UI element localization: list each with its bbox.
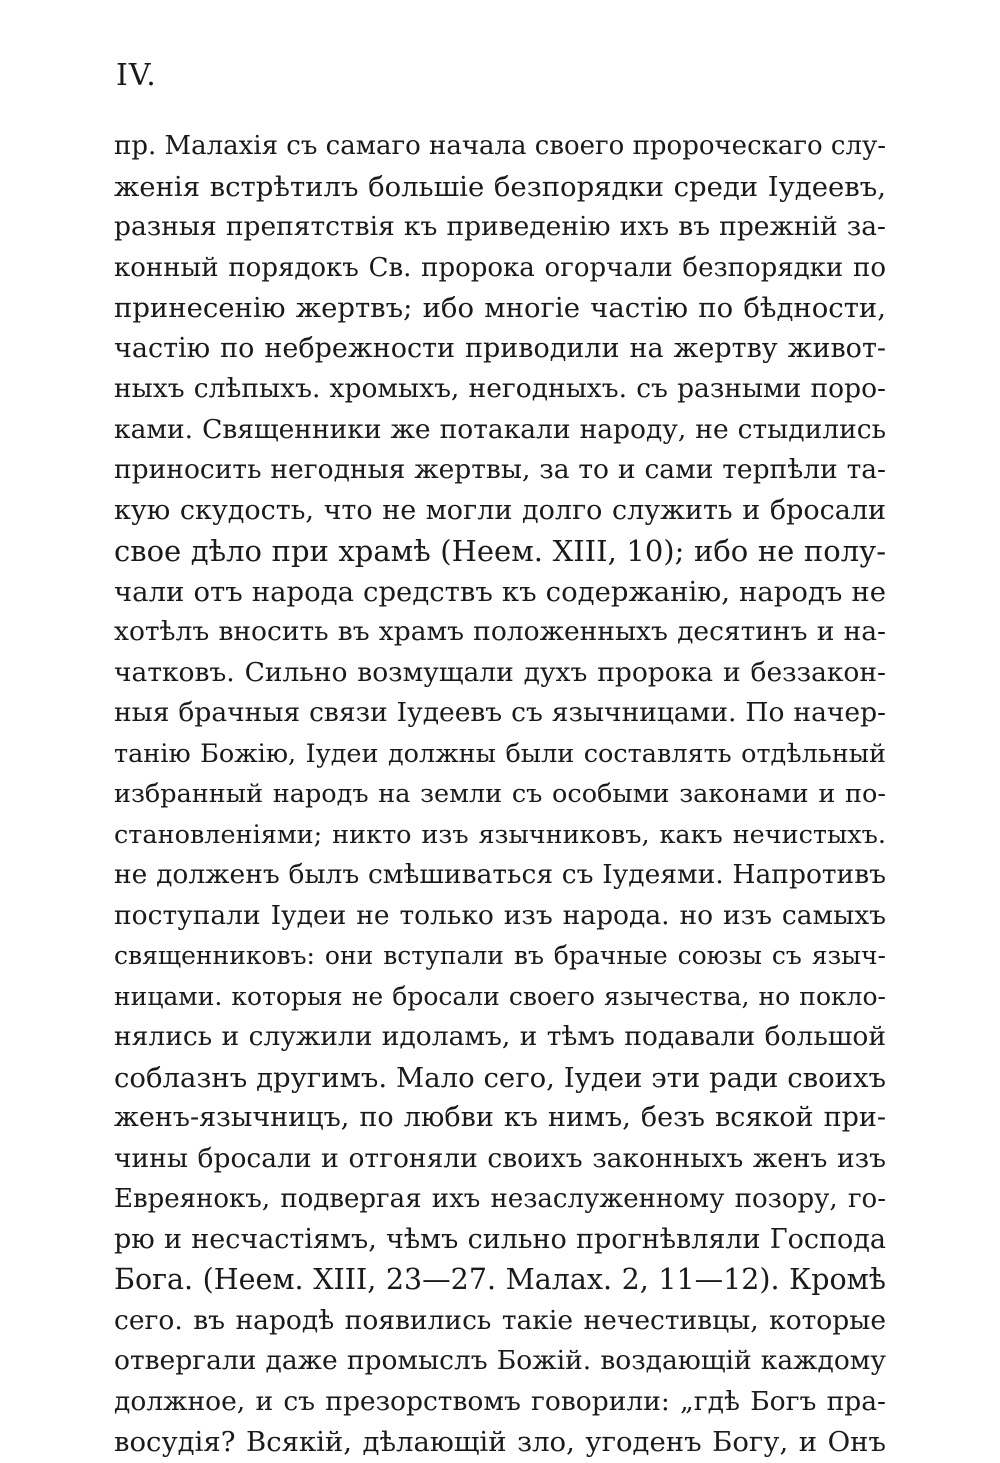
- text-line: свое дѣло при храмѣ (Неем. XIII, 10); ибо не полу-: [114, 534, 886, 568]
- text-line: женія встрѣтилъ большіе безпорядки среди Іудеевъ,: [114, 170, 886, 203]
- text-line: приносить негодныя жертвы, за то и сами терпѣли та-: [114, 454, 886, 485]
- text-line: ницами. которыя не бросали своего язычества, но покло-: [114, 981, 886, 1011]
- text-line: становленіями; никто изъ язычниковъ, какъ нечистыхъ.: [114, 819, 886, 850]
- text-line: Бога. (Неем. XIII, 23—27. Малах. 2, 11—12). Кромѣ: [114, 1263, 886, 1296]
- text-line: кую скудость, что не могли долго служить и бросали: [114, 494, 886, 526]
- text-line: Евреянокъ, подвергая ихъ незаслуженному позору, го-: [114, 1184, 886, 1214]
- text-line: принесенію жертвъ; ибо многіе частію по бѣдности,: [114, 292, 886, 324]
- text-line: женъ-язычницъ, по любви къ нимъ, безъ всякой при-: [114, 1102, 886, 1133]
- text-line: ныхъ слѣпыхъ. хромыхъ, негодныхъ. съ разными поро-: [114, 373, 886, 404]
- text-line: разныя препятствія къ приведенію ихъ въ прежній за-: [114, 211, 886, 242]
- text-line: пр. Малахія съ самаго начала своего пророческаго слу-: [114, 131, 886, 161]
- text-line: нялись и служили идоламъ, и тѣмъ подавали большой: [114, 1021, 886, 1052]
- text-line: хотѣлъ вносить въ храмъ положенныхъ десятинъ и на-: [114, 616, 886, 647]
- text-line: поступали Іудеи не только изъ народа. но изъ самыхъ: [114, 899, 886, 931]
- text-line: не долженъ былъ смѣшиваться съ Іудеями. Напротивъ: [114, 859, 886, 890]
- text-line: ками. Священники же потакали народу, не стыдились: [114, 413, 886, 445]
- text-line: чины бросали и отгоняли своихъ законныхъ женъ изъ: [114, 1142, 886, 1174]
- text-line: сего. въ народѣ появились такіе нечестивцы, которые: [114, 1304, 886, 1336]
- text-line: конный порядокъ Св. пророка огорчали безпорядки по: [114, 252, 886, 283]
- text-line: чали отъ народа средствъ къ содержанію, народъ не: [114, 575, 886, 608]
- text-line: избранный народъ на земли съ особыми законами и по-: [114, 779, 886, 809]
- page-text: [114, 126, 886, 1463]
- text-line: священниковъ: они вступали въ брачные союзы съ языч-: [114, 941, 886, 970]
- text-line: должное, и съ презорствомъ говорили: „гдѣ Богъ пра-: [114, 1385, 886, 1417]
- text-line: восудія? Всякій, дѣлающій зло, угоденъ Богу, и Онъ: [114, 1426, 886, 1458]
- text-line: частію по небрежности приводили на жертву живот-: [114, 332, 886, 364]
- text-line: отвергали даже промыслъ Божій. воздающій каждому: [114, 1345, 886, 1376]
- text-line: чатковъ. Сильно возмущали духъ пророка и беззакон-: [114, 656, 886, 688]
- text-line: ныя брачныя связи Іудеевъ съ язычницами. По начер-: [114, 697, 886, 728]
- text-line: танію Божію, Іудеи должны были составлять отдѣльный: [114, 738, 886, 769]
- page-number: IV.: [116, 58, 157, 93]
- text-line: соблазнъ другимъ. Мало сего, Іудеи эти ради своихъ: [114, 1061, 886, 1094]
- text-line: рю и несчастіямъ, чѣмъ сильно прогнѣвляли Господа: [114, 1223, 886, 1255]
